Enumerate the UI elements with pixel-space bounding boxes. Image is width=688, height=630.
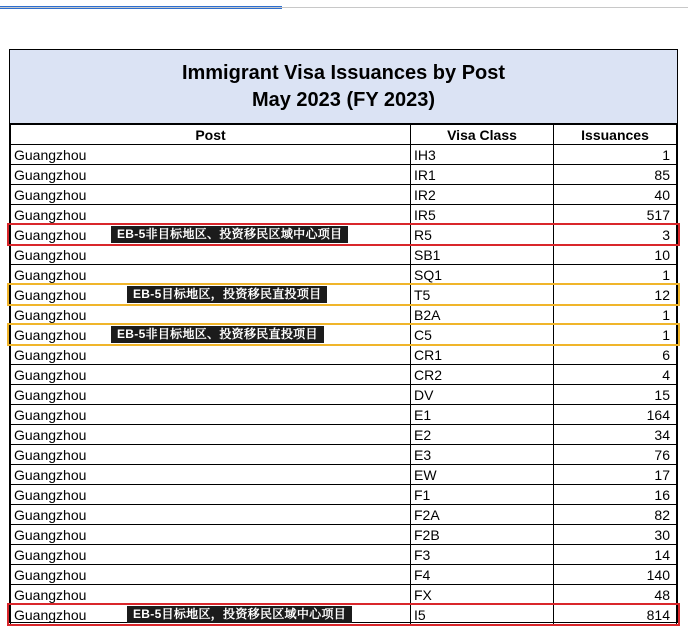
visa-class-cell: C5: [411, 325, 554, 345]
table-row: [11, 365, 677, 385]
visa-class-cell: IR1: [411, 165, 554, 185]
table-row: [11, 325, 677, 345]
issuances-cell: 12: [554, 285, 677, 305]
visa-class-cell: CR2: [411, 365, 554, 385]
column-header-issuances: Issuances: [554, 125, 677, 145]
issuances-cell: 4: [554, 365, 677, 385]
table-row: [11, 245, 677, 265]
eb5-annotation-tag: EB-5目标地区，投资移民区域中心项目: [127, 606, 352, 623]
issuances-cell: 15: [554, 385, 677, 405]
post-cell: [11, 225, 411, 245]
visa-class-cell: DV: [411, 385, 554, 405]
post-cell: [11, 165, 411, 185]
issuances-cell: 3: [554, 225, 677, 245]
post-cell: [11, 565, 411, 585]
post-name: Guangzhou: [14, 166, 87, 183]
post-name: Guangzhou: [14, 526, 87, 543]
table-row: [11, 485, 677, 505]
issuances-cell: 164: [554, 405, 677, 425]
post-name: Guangzhou: [14, 306, 87, 323]
table-row: [11, 145, 677, 165]
post-name: Guangzhou: [14, 386, 87, 403]
table-row: [11, 465, 677, 485]
post-cell: [11, 185, 411, 205]
table-row: [11, 305, 677, 325]
post-name: Guangzhou: [14, 286, 87, 303]
post-name: Guangzhou: [14, 406, 87, 423]
visa-issuance-table-document: [9, 49, 678, 623]
post-cell: [11, 265, 411, 285]
post-cell: [11, 485, 411, 505]
post-name: Guangzhou: [14, 326, 87, 343]
issuances-cell: 10: [554, 245, 677, 265]
visa-class-cell: I5: [411, 605, 554, 625]
post-name: Guangzhou: [14, 606, 87, 623]
table-row: [11, 345, 677, 365]
visa-class-cell: F2B: [411, 525, 554, 545]
post-cell: [11, 505, 411, 525]
issuances-cell: 14: [554, 545, 677, 565]
table-row: [11, 185, 677, 205]
visa-class-cell: F1: [411, 485, 554, 505]
post-name: Guangzhou: [14, 246, 87, 263]
table-body: [11, 145, 677, 625]
visa-class-cell: SB1: [411, 245, 554, 265]
table-row: [11, 265, 677, 285]
table-row: [11, 385, 677, 405]
eb5-annotation-tag: EB-5非目标地区、投资移民直投项目: [111, 326, 324, 343]
table-row: [11, 585, 677, 605]
table-row: [11, 425, 677, 445]
post-cell: [11, 325, 411, 345]
post-cell: [11, 205, 411, 225]
table-subtitle: May 2023 (FY 2023): [251, 88, 436, 111]
table-row: [11, 205, 677, 225]
visa-class-cell: CR1: [411, 345, 554, 365]
table-row: [11, 445, 677, 465]
issuances-cell: 30: [554, 525, 677, 545]
table-row: [11, 165, 677, 185]
post-cell: [11, 145, 411, 165]
post-name: Guangzhou: [14, 446, 87, 463]
post-name: Guangzhou: [14, 346, 87, 363]
visa-class-cell: SQ1: [411, 265, 554, 285]
post-name: Guangzhou: [14, 366, 87, 383]
post-cell: [11, 305, 411, 325]
visa-class-cell: E1: [411, 405, 554, 425]
column-header-post: Post: [11, 125, 411, 145]
table-row: [11, 565, 677, 585]
issuances-cell: 34: [554, 425, 677, 445]
post-name: Guangzhou: [14, 506, 87, 523]
issuances-cell: 6: [554, 345, 677, 365]
visa-class-cell: EW: [411, 465, 554, 485]
table-title: Immigrant Visa Issuances by Post: [181, 61, 506, 84]
table-row: [11, 605, 677, 625]
issuances-cell: 1: [554, 265, 677, 285]
eb5-annotation-tag: EB-5非目标地区、投资移民区域中心项目: [111, 226, 348, 243]
issuances-cell: 76: [554, 445, 677, 465]
issuances-cell: 517: [554, 205, 677, 225]
issuances-cell: 814: [554, 605, 677, 625]
eb5-annotation-tag: EB-5目标地区，投资移民直投项目: [127, 286, 327, 303]
post-name: Guangzhou: [14, 146, 87, 163]
table-row: [11, 285, 677, 305]
post-name: Guangzhou: [14, 546, 87, 563]
issuances-cell: 17: [554, 465, 677, 485]
issuances-cell: 82: [554, 505, 677, 525]
post-name: Guangzhou: [14, 426, 87, 443]
visa-class-cell: F3: [411, 545, 554, 565]
post-name: Guangzhou: [14, 226, 87, 243]
post-cell: [11, 525, 411, 545]
issuances-cell: 1: [554, 305, 677, 325]
top-divider: [0, 7, 688, 8]
post-name: Guangzhou: [14, 486, 87, 503]
post-cell: [11, 365, 411, 385]
post-cell: [11, 465, 411, 485]
issuances-cell: 48: [554, 585, 677, 605]
post-name: Guangzhou: [14, 466, 87, 483]
post-cell: [11, 425, 411, 445]
visa-class-cell: IR5: [411, 205, 554, 225]
issuance-table: [10, 124, 677, 625]
post-cell: [11, 585, 411, 605]
issuances-cell: 140: [554, 565, 677, 585]
post-cell: [11, 345, 411, 365]
table-header-block: [10, 50, 677, 124]
visa-class-cell: F2A: [411, 505, 554, 525]
post-cell: [11, 245, 411, 265]
post-name: Guangzhou: [14, 266, 87, 283]
table-row: [11, 545, 677, 565]
post-cell: [11, 285, 411, 305]
column-header-row: [11, 125, 677, 145]
visa-class-cell: E2: [411, 425, 554, 445]
visa-class-cell: IH3: [411, 145, 554, 165]
post-cell: [11, 385, 411, 405]
post-cell: [11, 605, 411, 625]
issuances-cell: 1: [554, 145, 677, 165]
post-name: Guangzhou: [14, 186, 87, 203]
issuances-cell: 16: [554, 485, 677, 505]
visa-class-cell: E3: [411, 445, 554, 465]
post-cell: [11, 545, 411, 565]
table-row: [11, 505, 677, 525]
visa-class-cell: R5: [411, 225, 554, 245]
post-name: Guangzhou: [14, 206, 87, 223]
column-header-visa-class: Visa Class: [411, 125, 554, 145]
visa-class-cell: IR2: [411, 185, 554, 205]
issuances-cell: 85: [554, 165, 677, 185]
visa-class-cell: B2A: [411, 305, 554, 325]
post-name: Guangzhou: [14, 566, 87, 583]
table-row: [11, 225, 677, 245]
post-cell: [11, 405, 411, 425]
visa-class-cell: T5: [411, 285, 554, 305]
issuances-cell: 40: [554, 185, 677, 205]
visa-class-cell: FX: [411, 585, 554, 605]
post-cell: [11, 445, 411, 465]
table-row: [11, 405, 677, 425]
issuances-cell: 1: [554, 325, 677, 345]
visa-class-cell: F4: [411, 565, 554, 585]
post-name: Guangzhou: [14, 586, 87, 603]
table-row: [11, 525, 677, 545]
